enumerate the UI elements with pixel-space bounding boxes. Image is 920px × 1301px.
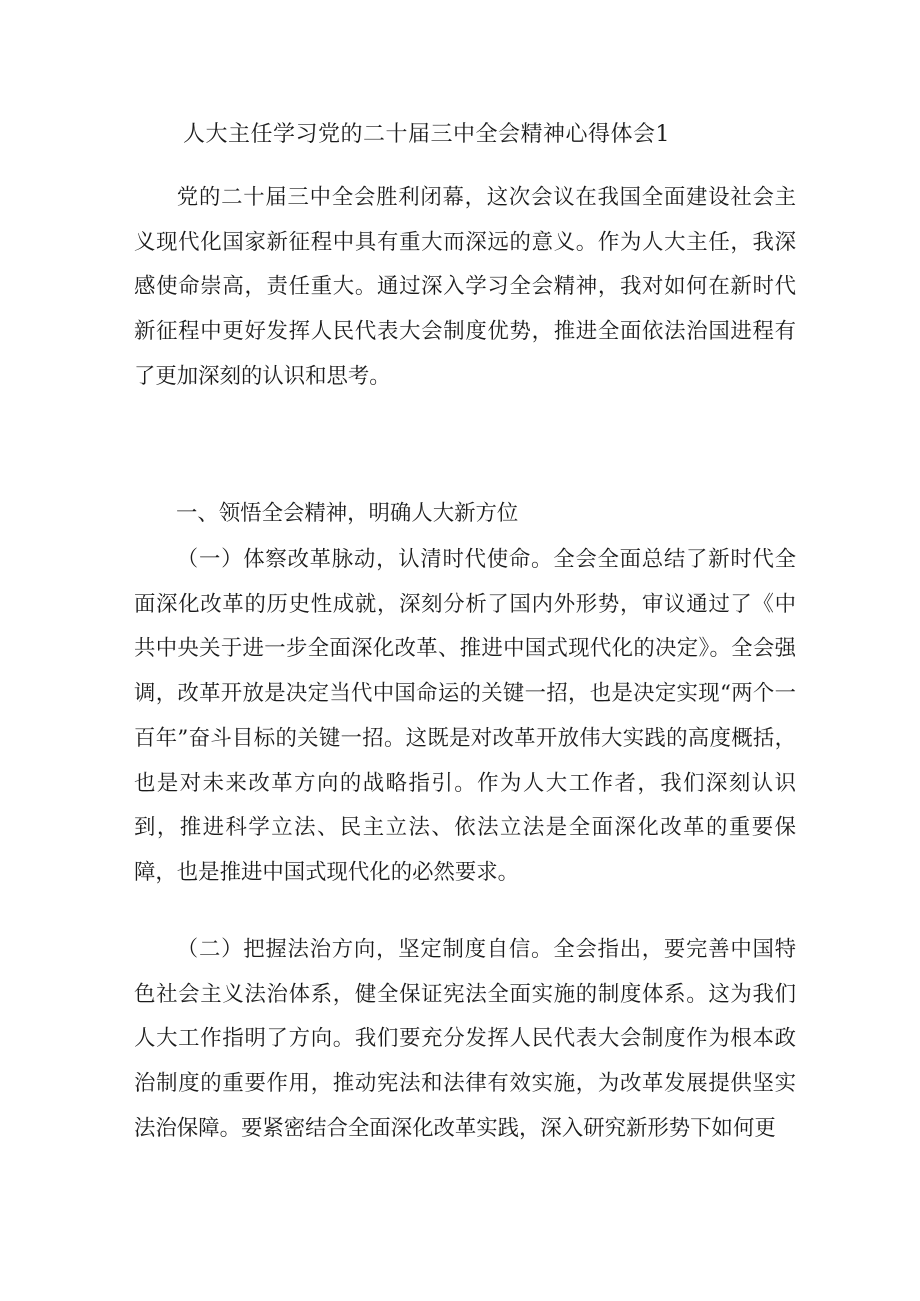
intro-paragraph: 党的二十届三中全会胜利闭幕，这次会议在我国全面建设社会主义现代化国家新征程中具有重大而深远的意义。作为人大主任，我深感使命崇高，责任重大。通过深入学习全会精神，我对如何在新时代新征程中更好发挥人民代表大会制度优势，推进全面依法治国进程有了更加深刻的认识和思考。 (134, 185, 796, 389)
section-heading: 一、领悟全会精神，明确人大新方位 (176, 501, 519, 526)
section-paragraph-1: （一）体察改革脉动，认清时代使命。全会全面总结了新时代全面深化改革的历史性成就，深刻分析了国内外形势，审议通过了《中共中央关于进一步全面深化改革、推进中国式现代化的决定》。全会强调，改革开放是决定当代中国命运的关键一招，也是决定实现“两个一百年”奋斗目标的关键一招。这既是对改革开放伟大实践的高度概括，也是对未来改革方向的战略指引。作为人大工作者，我们深刻认识到，推进科学立法、民主立法、依法立法是全面深化改革的重要保障，也是推进中国式现代化的必然要求。 (134, 547, 796, 885)
document-title: 人大主任学习党的二十届三中全会精神心得体会1 (183, 122, 670, 147)
section-paragraph-2: （二）把握法治方向，坚定制度自信。全会指出，要完善中国特色社会主义法治体系，健全保证宪法全面实施的制度体系。这为我们人大工作指明了方向。我们要充分发挥人民代表大会制度作为根本政治制度的重要作用，推动宪法和法律有效实施，为改革发展提供坚实法治保障。要紧密结合全面深化改革实践，深入研究新形势下如何更 (134, 937, 796, 1141)
